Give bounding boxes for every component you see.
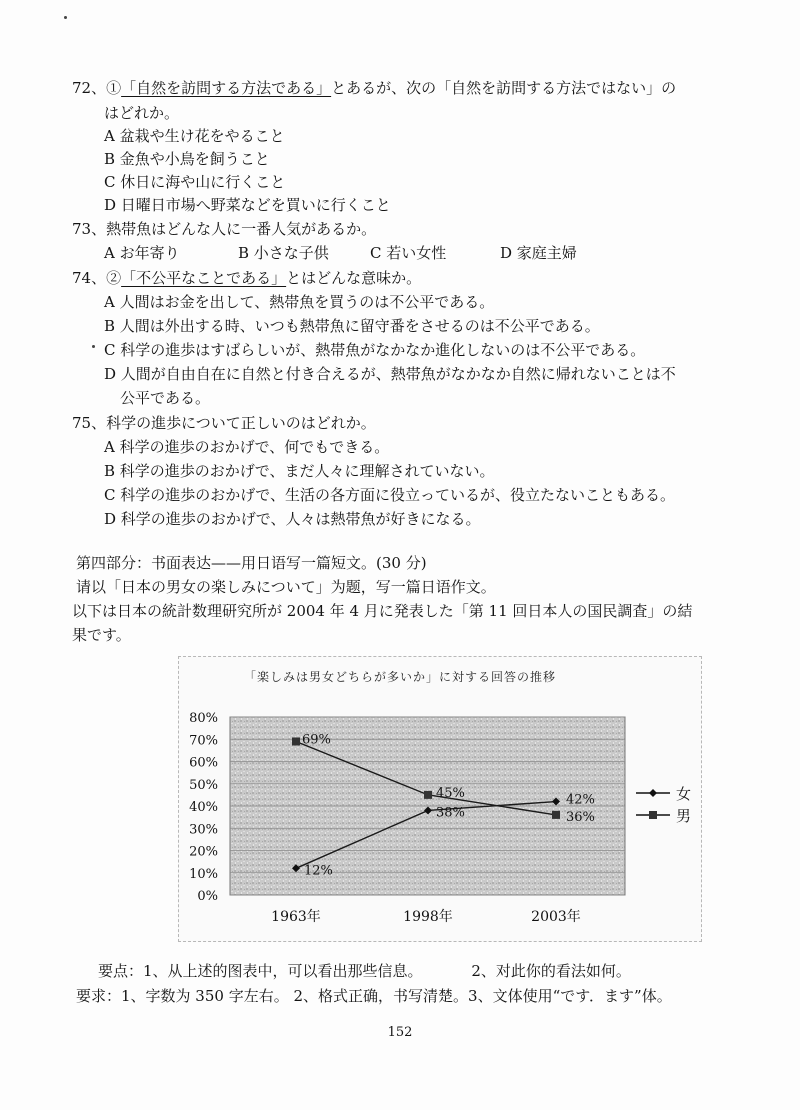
- legend-marker: [649, 811, 657, 819]
- option-a: A 人間はお金を出して、熱帯魚を買うのは不公平である。: [104, 293, 495, 311]
- part4-intro: 以下は日本の統計数理研究所が 2004 年 4 月に発表した「第 11 回日本人の国民調査」の結: [72, 602, 693, 620]
- y-tick-label: 0%: [197, 889, 218, 904]
- part4-instruction: 请以「日本の男女の楽しみについて」为题，写一篇日语作文。: [76, 578, 496, 596]
- y-tick-label: 10%: [189, 866, 218, 882]
- option-c: C 休日に海や山に行くこと: [104, 173, 286, 191]
- y-tick-label: 70%: [189, 733, 218, 749]
- option-b: B 科学の進歩のおかげで、まだ人々に理解されていない。: [104, 462, 495, 480]
- legend-label: 男: [676, 807, 692, 825]
- option-a: A 科学の進歩のおかげで、何でもできる。: [104, 438, 390, 456]
- y-tick-label: 20%: [189, 844, 218, 860]
- x-tick-label: 1998年: [403, 909, 453, 925]
- requirements-line: 要求：1、字数为 350 字左右。 2、格式正确，书写清楚。3、文体使用“です．ます”体。: [76, 987, 672, 1005]
- question-text: とあるが、次の「自然を訪問する方法ではない」の: [331, 79, 677, 97]
- underlined-quote: 「不公平なことである」: [121, 269, 287, 287]
- question-number: 74、: [72, 269, 107, 287]
- y-tick-label: 30%: [189, 822, 218, 838]
- data-label: 12%: [304, 863, 333, 879]
- x-tick-label: 2003年: [531, 909, 581, 925]
- data-label: 38%: [436, 805, 465, 821]
- data-point-male: [424, 791, 432, 799]
- option-a: A 盆栽や生け花をやること: [104, 127, 285, 145]
- option-d: D 日曜日市場へ野菜などを買いに行くこと: [104, 196, 391, 214]
- marker-2: ②: [106, 269, 122, 287]
- data-label: 45%: [436, 785, 465, 801]
- part4-heading: 第四部分：书面表达——用日语写一篇短文。(30 分): [76, 554, 427, 572]
- points-line: [98, 961, 631, 981]
- y-tick-label: 40%: [189, 800, 218, 815]
- legend-marker: [649, 789, 657, 797]
- question-72-cont: はどれか。: [104, 104, 180, 122]
- scan-speck: [92, 345, 95, 348]
- chart-title: 「楽しみは男女どちらが多いか」に対する回答の推移: [243, 670, 556, 684]
- data-label: 36%: [566, 809, 595, 825]
- marker-1: ①: [106, 79, 122, 97]
- legend-label: 女: [676, 785, 692, 803]
- option-c: C 若い女性: [370, 244, 447, 262]
- question-75: 75、科学の進歩について正しいのはどれか。: [72, 414, 376, 432]
- option-b: B 人間は外出する時、いつも熱帯魚に留守番をさせるのは不公平である。: [104, 317, 600, 335]
- x-tick-label: 1963年: [271, 909, 321, 925]
- part4-intro-cont: 果です。: [72, 626, 131, 644]
- option-a: A お年寄り: [104, 244, 180, 262]
- option-c: C 科学の進歩はすばらしいが、熱帯魚がなかなか進化しないのは不公平である。: [104, 341, 646, 359]
- option-b: B 小さな子供: [238, 244, 329, 262]
- data-label: 69%: [302, 732, 331, 748]
- option-c: C 科学の進歩のおかげで、生活の各方面に役立っているが、役立たないこともある。: [104, 486, 675, 504]
- data-point-male: [552, 811, 560, 819]
- data-point-male: [292, 737, 300, 745]
- y-tick-label: 60%: [189, 755, 218, 771]
- scan-speck: [64, 16, 67, 19]
- option-d: D 科学の進歩のおかげで、人々は熱帯魚が好きになる。: [104, 510, 481, 528]
- option-b: B 金魚や小鳥を飼うこと: [104, 150, 270, 168]
- points-2: 2、对此你的看法如何。: [471, 962, 631, 980]
- page-number: 152: [387, 1025, 413, 1040]
- option-d: D 家庭主婦: [500, 244, 577, 262]
- question-73: 73、熱帯魚はどんな人に一番人気があるか。: [72, 220, 377, 238]
- y-tick-label: 80%: [189, 711, 218, 726]
- y-tick-label: 50%: [189, 777, 218, 793]
- question-text: とはどんな意味か。: [286, 269, 422, 287]
- points-1: 要点：1、从上述的图表中，可以看出那些信息。: [98, 962, 423, 980]
- option-d: D 人間が自由自在に自然と付き合えるが、熱帯魚がなかなか自然に帰れないことは不: [104, 365, 676, 383]
- data-label: 42%: [566, 792, 595, 808]
- underlined-quote: 「自然を訪問する方法である」: [121, 79, 332, 97]
- option-d-cont: 公平である。: [120, 389, 211, 407]
- question-number: 72、: [72, 79, 107, 97]
